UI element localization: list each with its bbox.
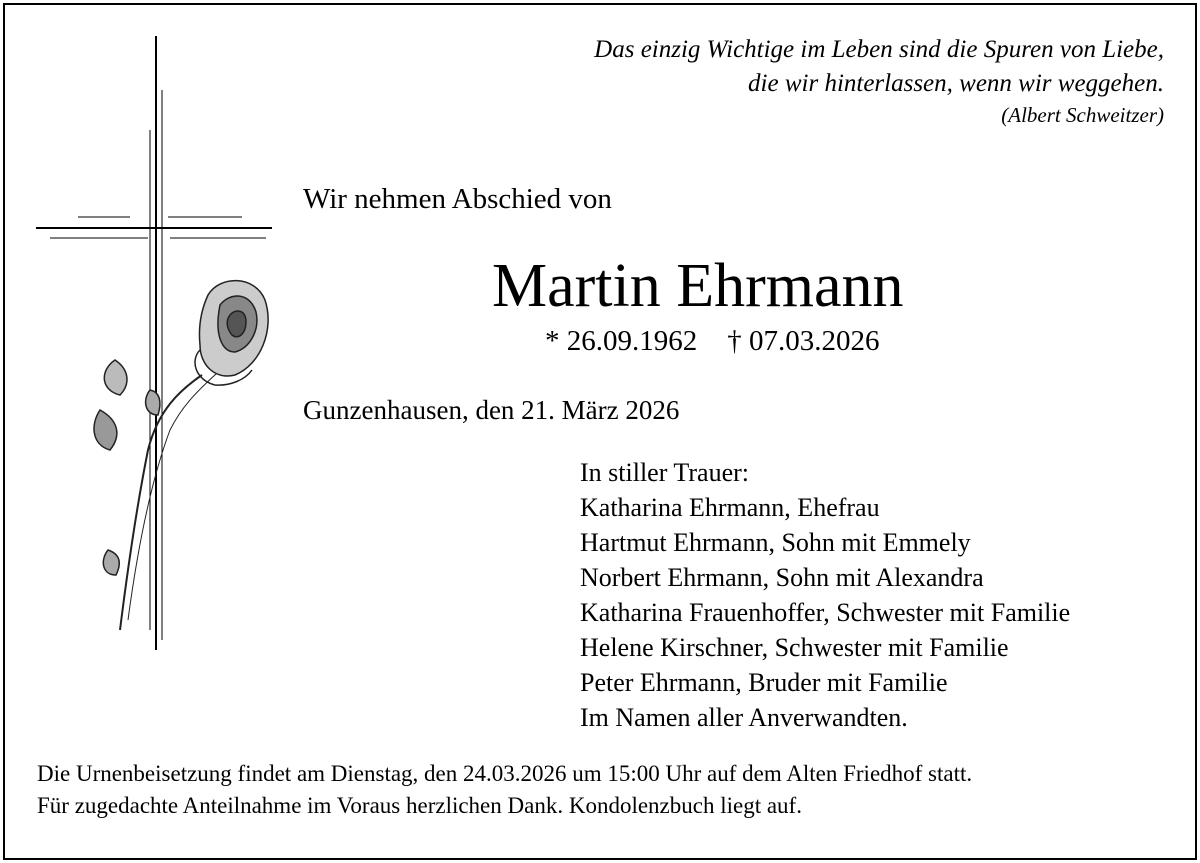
quote-line: Das einzig Wichtige im Leben sind die Spuren von Liebe, [594,36,1164,63]
life-dates [545,325,880,358]
footer-line-burial: Die Urnenbeisetzung findet am Dienstag, den 24.03.2026 um 15:00 Uhr auf dem Alten Friedhof statt. [37,761,973,786]
mourners-list [580,455,1070,735]
deceased-name: Martin Ehrmann [492,252,904,320]
mourner-entry: Helene Kirschner, Schwester mit Familie [580,633,1009,662]
death-date: † 07.03.2026 [727,325,880,357]
rose-icon [94,281,268,630]
mourner-entry: Im Namen aller Anverwandten. [580,703,908,732]
mourner-entry: Hartmut Ehrmann, Sohn mit Emmely [580,528,971,557]
mourner-entry: Peter Ehrmann, Bruder mit Familie [580,668,948,697]
place-date: Gunzenhausen, den 21. März 2026 [303,395,680,425]
quote-block [594,33,1164,129]
mourner-entry: Norbert Ehrmann, Sohn mit Alexandra [580,563,984,592]
cross-rose-illustration [30,30,290,670]
mourner-entry: Katharina Frauenhoffer, Schwester mit Familie [580,598,1071,627]
mourners-heading: In stiller Trauer: [580,458,749,487]
mourner-entry: Katharina Ehrmann, Ehefrau [580,493,880,522]
footer-line-thanks: Für zugedachte Anteilnahme im Voraus herzlichen Dank. Kondolenzbuch liegt auf. [37,793,802,818]
quote-author: (Albert Schweitzer) [1001,103,1164,127]
birth-date: * 26.09.1962 [545,325,698,357]
intro-text: Wir nehmen Abschied von [303,183,612,215]
quote-line: die wir hinterlassen, wenn wir weggehen. [748,70,1164,97]
footer-text [37,758,972,822]
